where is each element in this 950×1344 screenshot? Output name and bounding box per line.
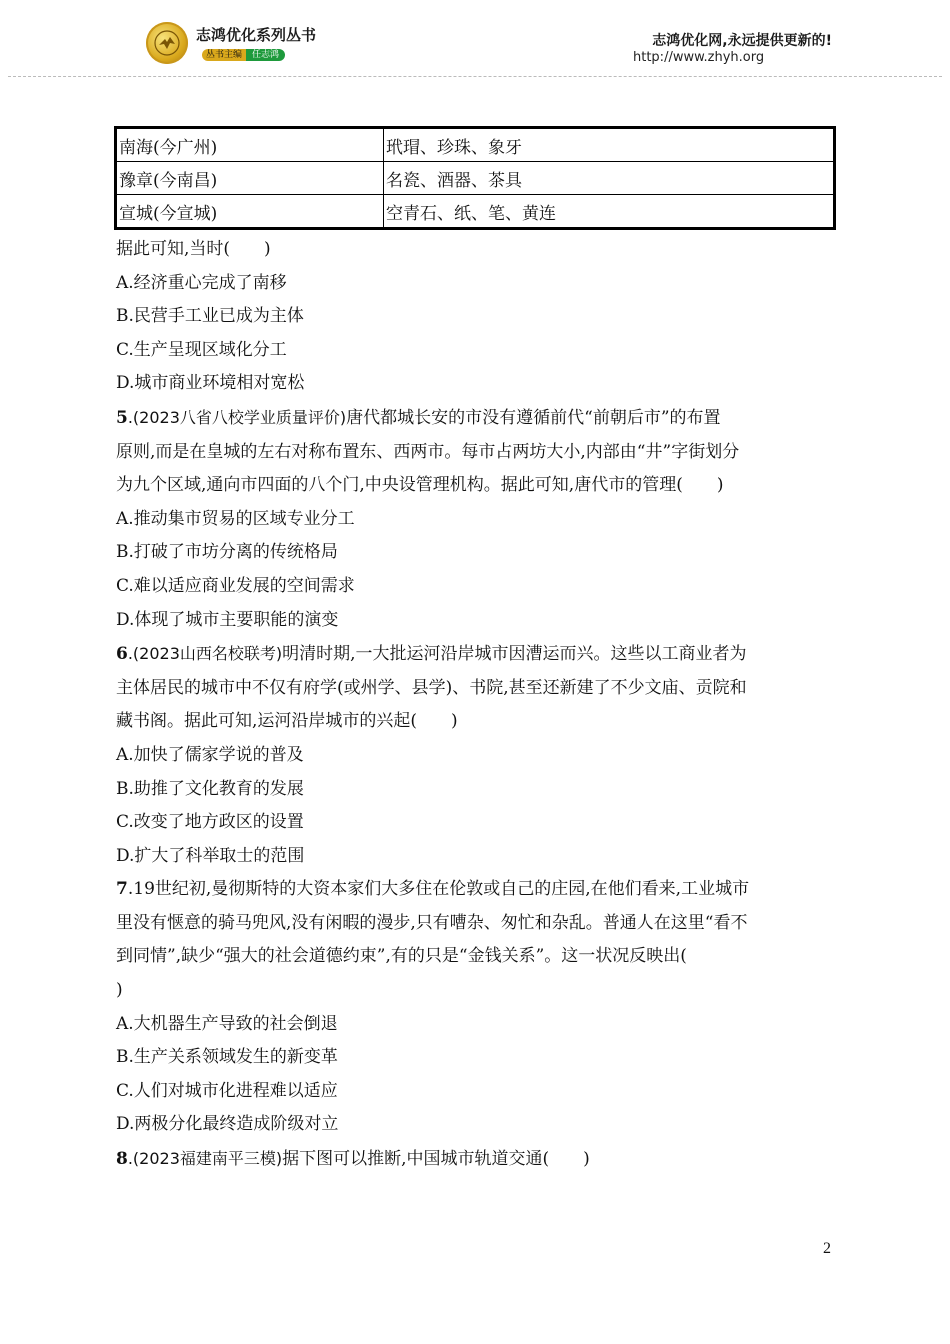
question-6-stem-line-1 <box>116 637 840 672</box>
question-7-stem-line-3: 到同情”,缺少“强大的社会道德约束”,有的只是“金钱关系”。这一状况反映出( <box>116 946 687 967</box>
question-6-option-b: B.助推了文化教育的发展 <box>116 778 304 799</box>
table-row <box>116 128 835 162</box>
question-5-source: .(2023八省八校学业质量评价) <box>127 407 347 427</box>
question-6-option-d: D.扩大了科举取士的范围 <box>116 845 305 866</box>
question-7-option-a: A.大机器生产导致的社会倒退 <box>116 1013 338 1034</box>
question-7-stem-line-2: 里没有惬意的骑马兜风,没有闲暇的漫步,只有嘈杂、匆忙和杂乱。普通人在这里“看不 <box>116 912 748 933</box>
question-5-option-d: D.体现了城市主要职能的演变 <box>116 609 339 630</box>
question-5-number: 5 <box>116 407 128 428</box>
question-5-option-b: B.打破了市坊分离的传统格局 <box>116 542 338 563</box>
table-row <box>116 162 835 195</box>
site-slogan: 志鸿优化网,永远提供更新的! <box>652 33 832 49</box>
question-5-option-c: C.难以适应商业发展的空间需求 <box>116 575 355 596</box>
question-5-text: 唐代都城长安的市没有遵循前代“前朝后市”的布置 <box>346 407 721 428</box>
question-5-stem-line-3: 为九个区域,通向市四面的八个门,中央设管理机构。据此可知,唐代市的管理( ) <box>116 475 724 496</box>
eagle-emblem-icon <box>154 30 180 56</box>
editor-name: 任志鸿 <box>246 49 285 61</box>
question-4-option-b: B.民营手工业已成为主体 <box>116 306 304 327</box>
page-number: 2 <box>823 1240 831 1257</box>
question-5-option-a: A.推动集市贸易的区域专业分工 <box>116 508 355 529</box>
question-7-stem-line-4: ) <box>116 980 123 1001</box>
question-6-stem-line-2: 主体居民的城市中不仅有府学(或州学、县学)、书院,甚至还新建了不少文庙、贡院和 <box>116 677 747 698</box>
site-url-link[interactable]: http://www.zhyh.org <box>633 50 765 65</box>
question-4-option-a: A.经济重心完成了南移 <box>116 272 287 293</box>
question-7-option-d: D.两极分化最终造成阶级对立 <box>116 1114 339 1135</box>
brand-title: 志鸿优化系列丛书 <box>196 26 317 44</box>
question-8-stem <box>116 1142 840 1177</box>
table-cell-place: 南海(今广州) <box>116 128 384 162</box>
question-6-option-c: C.改变了地方政区的设置 <box>116 812 304 833</box>
brand-editor-tag <box>202 49 285 61</box>
question-7-number: 7 <box>116 879 128 900</box>
question-5-stem-line-1 <box>116 401 840 436</box>
table-cell-goods: 名瓷、酒器、茶具 <box>384 162 835 195</box>
question-8-number: 8 <box>116 1149 128 1170</box>
question-7-option-b: B.生产关系领域发生的新变革 <box>116 1047 338 1068</box>
question-content <box>116 233 840 1177</box>
brand-logo <box>146 22 188 64</box>
table-cell-goods: 玳瑁、珍珠、象牙 <box>384 128 835 162</box>
question-7-stem-line-1 <box>116 873 840 907</box>
question-7-option-c: C.人们对城市化进程难以适应 <box>116 1080 338 1101</box>
question-6-stem-line-3: 藏书阁。据此可知,运河沿岸城市的兴起( ) <box>116 711 458 732</box>
question-7-text: .19世纪初,曼彻斯特的大资本家们大多住在伦敦或自己的庄园,在他们看来,工业城市 <box>127 879 750 900</box>
question-6-source: .(2023山西名校联考) <box>127 644 283 664</box>
header-divider <box>8 76 942 77</box>
editor-label: 丛书主编 <box>202 49 246 61</box>
table-cell-goods: 空青石、纸、笔、黄连 <box>384 195 835 229</box>
question-6-text: 明清时期,一大批运河沿岸城市因漕运而兴。这些以工商业者为 <box>282 644 747 665</box>
question-8-text: 据下图可以推断,中国城市轨道交通( ) <box>282 1149 590 1170</box>
goods-table <box>114 126 836 230</box>
question-5-stem-line-2: 原则,而是在皇城的左右对称布置东、西两市。每市占两坊大小,内部由“井”字街划分 <box>116 441 740 462</box>
question-4-stem: 据此可知,当时( ) <box>116 239 271 259</box>
table-cell-place: 宣城(今宣城) <box>116 195 384 229</box>
table-row <box>116 195 835 229</box>
question-6-option-a: A.加快了儒家学说的普及 <box>116 744 304 765</box>
table-cell-place: 豫章(今南昌) <box>116 162 384 195</box>
question-4-option-d: D.城市商业环境相对宽松 <box>116 373 305 394</box>
question-4-option-c: C.生产呈现区域化分工 <box>116 339 287 360</box>
page-header <box>0 0 950 80</box>
question-6-number: 6 <box>116 644 128 665</box>
question-8-source: .(2023福建南平三模) <box>127 1149 283 1169</box>
